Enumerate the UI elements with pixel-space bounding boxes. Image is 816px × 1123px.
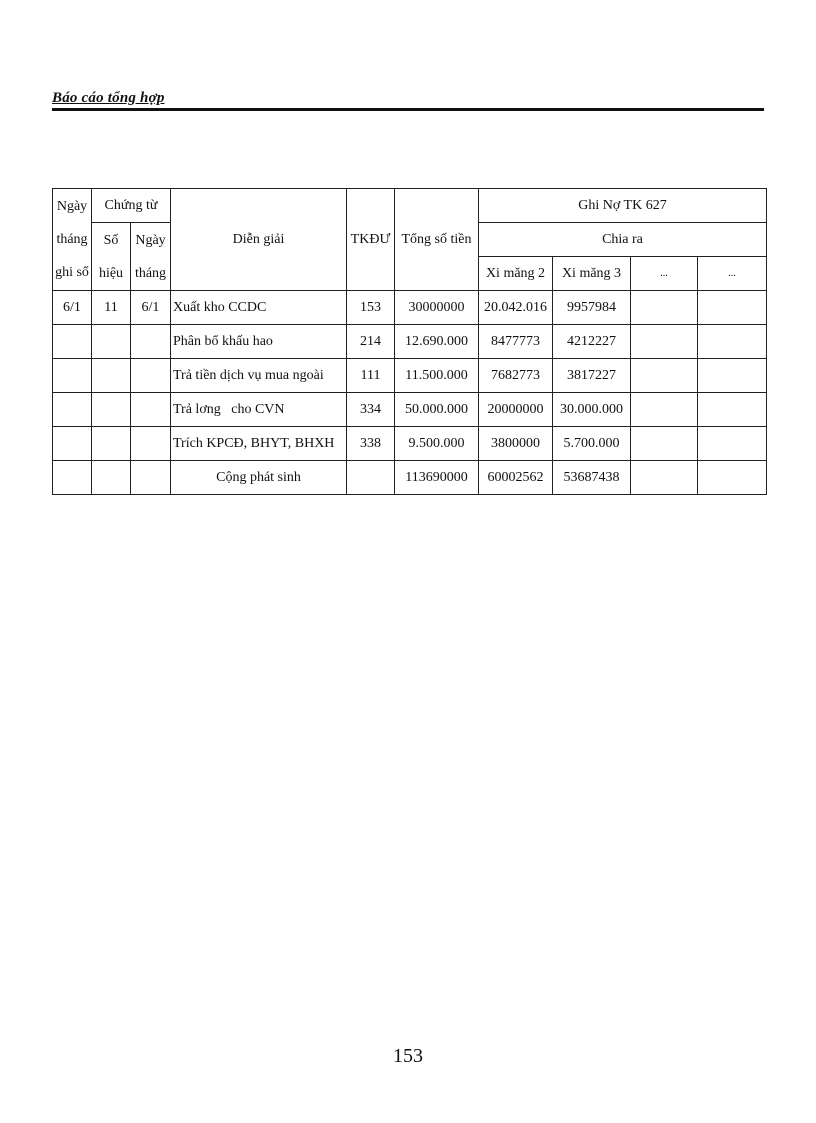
cell-xm2: 20.042.016 bbox=[479, 291, 553, 325]
cell-account: 214 bbox=[347, 325, 395, 359]
cell-empty bbox=[631, 393, 698, 427]
cell-empty bbox=[631, 325, 698, 359]
sum-total: 113690000 bbox=[395, 461, 479, 495]
cell-empty bbox=[631, 359, 698, 393]
col-date-header: Ngày tháng ghi sổ bbox=[53, 189, 92, 291]
cell-total: 9.500.000 bbox=[395, 427, 479, 461]
cell-account: 153 bbox=[347, 291, 395, 325]
sum-xm3: 53687438 bbox=[553, 461, 631, 495]
header-row-1 bbox=[53, 189, 767, 223]
cell-empty bbox=[131, 461, 171, 495]
col-total-header: Tổng số tiền bbox=[395, 189, 479, 291]
cell-account: 111 bbox=[347, 359, 395, 393]
cell-total: 30000000 bbox=[395, 291, 479, 325]
col-debit-header: Ghi Nợ TK 627 bbox=[479, 189, 767, 223]
cell-voucher-date bbox=[131, 427, 171, 461]
cell-empty bbox=[53, 461, 92, 495]
sum-xm2: 60002562 bbox=[479, 461, 553, 495]
table-row bbox=[53, 393, 767, 427]
col-sub3-header: ... bbox=[631, 257, 698, 291]
table-row bbox=[53, 325, 767, 359]
col-sub2-header: Xi măng 3 bbox=[553, 257, 631, 291]
cell-xm2: 20000000 bbox=[479, 393, 553, 427]
col-sub1-header: Xi măng 2 bbox=[479, 257, 553, 291]
cell-voucher-date bbox=[131, 359, 171, 393]
cell-empty bbox=[698, 427, 767, 461]
cell-voucher-no bbox=[92, 359, 131, 393]
cell-voucher-date bbox=[131, 393, 171, 427]
cell-date bbox=[53, 427, 92, 461]
cell-voucher-no bbox=[92, 427, 131, 461]
cell-empty bbox=[92, 461, 131, 495]
cell-empty bbox=[698, 291, 767, 325]
cell-total: 50.000.000 bbox=[395, 393, 479, 427]
cell-xm3: 30.000.000 bbox=[553, 393, 631, 427]
cell-xm2: 8477773 bbox=[479, 325, 553, 359]
cell-empty bbox=[347, 461, 395, 495]
cell-xm2: 7682773 bbox=[479, 359, 553, 393]
cell-total: 12.690.000 bbox=[395, 325, 479, 359]
cell-date bbox=[53, 393, 92, 427]
col-breakdown-header: Chia ra bbox=[479, 223, 767, 257]
ledger-table bbox=[52, 188, 767, 495]
sum-row bbox=[53, 461, 767, 495]
col-desc-header: Diễn giải bbox=[171, 189, 347, 291]
header-rule bbox=[52, 108, 764, 111]
cell-empty bbox=[698, 393, 767, 427]
cell-xm3: 5.700.000 bbox=[553, 427, 631, 461]
sum-label: Cộng phát sinh bbox=[171, 461, 347, 495]
col-sub4-header: ... bbox=[698, 257, 767, 291]
cell-empty bbox=[631, 291, 698, 325]
cell-voucher-no bbox=[92, 325, 131, 359]
cell-account: 338 bbox=[347, 427, 395, 461]
cell-voucher-no: 11 bbox=[92, 291, 131, 325]
cell-xm3: 9957984 bbox=[553, 291, 631, 325]
col-voucher-date-header: Ngày tháng bbox=[131, 223, 171, 291]
header-title: Báo cáo tổng hợp bbox=[52, 90, 165, 106]
col-voucher-header: Chứng từ bbox=[92, 189, 171, 223]
cell-xm2: 3800000 bbox=[479, 427, 553, 461]
cell-desc: Trích KPCĐ, BHYT, BHXH bbox=[171, 427, 347, 461]
table-row bbox=[53, 427, 767, 461]
cell-voucher-date: 6/1 bbox=[131, 291, 171, 325]
cell-date bbox=[53, 325, 92, 359]
cell-xm3: 3817227 bbox=[553, 359, 631, 393]
cell-total: 11.500.000 bbox=[395, 359, 479, 393]
page-number: 153 bbox=[393, 1045, 423, 1067]
cell-voucher-date bbox=[131, 325, 171, 359]
cell-account: 334 bbox=[347, 393, 395, 427]
cell-empty bbox=[698, 325, 767, 359]
table-row bbox=[53, 359, 767, 393]
cell-voucher-no bbox=[92, 393, 131, 427]
cell-desc: Xuất kho CCDC bbox=[171, 291, 347, 325]
cell-empty bbox=[698, 359, 767, 393]
cell-date bbox=[53, 359, 92, 393]
col-account-header: TKĐƯ bbox=[347, 189, 395, 291]
cell-empty bbox=[631, 427, 698, 461]
cell-desc: Trả lơng cho CVN bbox=[171, 393, 347, 427]
cell-desc: Phân bổ khấu hao bbox=[171, 325, 347, 359]
cell-xm3: 4212227 bbox=[553, 325, 631, 359]
table-row bbox=[53, 291, 767, 325]
col-voucher-no-header: Số hiệu bbox=[92, 223, 131, 291]
cell-date: 6/1 bbox=[53, 291, 92, 325]
cell-empty bbox=[631, 461, 698, 495]
cell-desc: Trả tiền dịch vụ mua ngoài bbox=[171, 359, 347, 393]
cell-empty bbox=[698, 461, 767, 495]
